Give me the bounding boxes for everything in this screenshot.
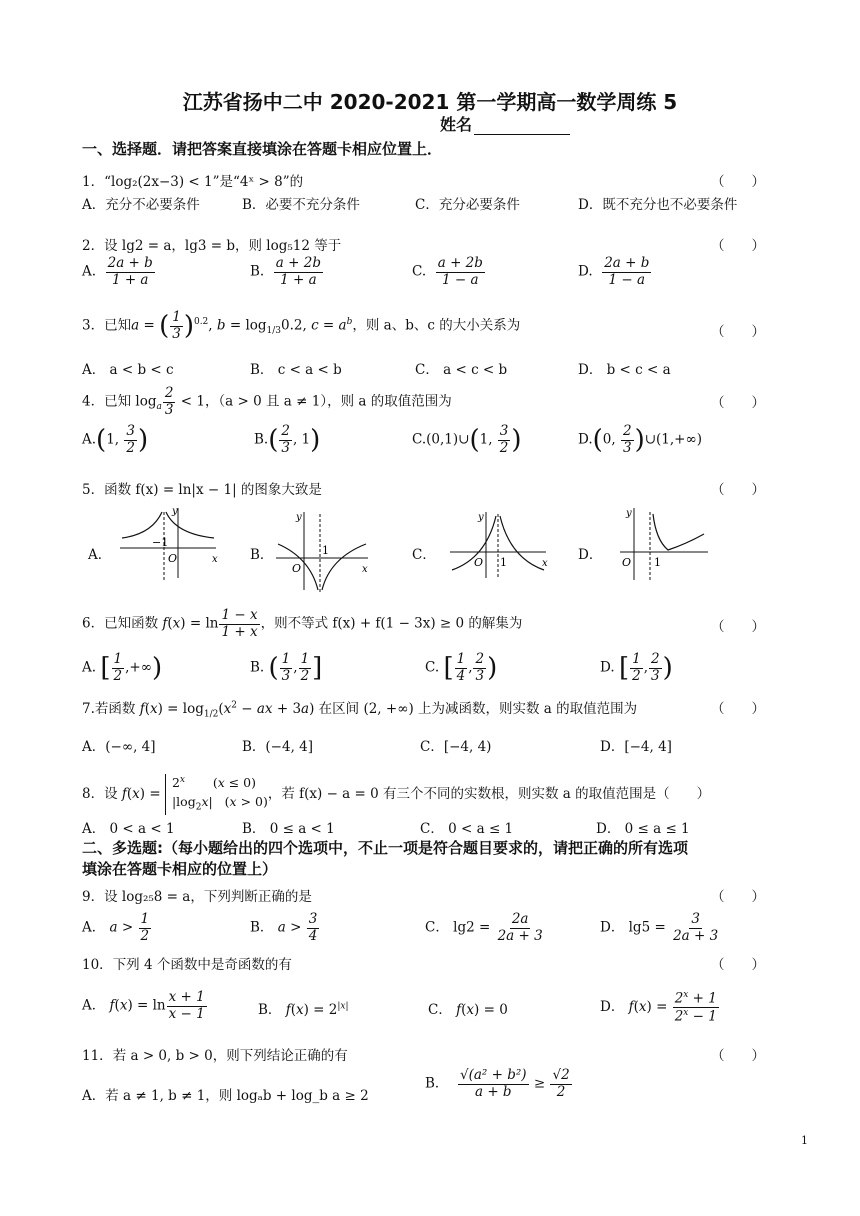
q9-stem: 9．设 log₂₅8 = a，下列判断正确的是 bbox=[82, 889, 312, 905]
section1-heading: 一、选择题．请把答案直接填涂在答题卡相应位置上． bbox=[82, 140, 443, 158]
q4-option-d[interactable]: D.(0, $\frac{2}{3}$ )∪(1,+∞) bbox=[578, 423, 703, 456]
q1-stem: 1．“log₂(2x−3) < 1”是“4ˣ > 8”的 bbox=[82, 174, 304, 190]
svg-text:x: x bbox=[362, 564, 368, 575]
q1-option-c[interactable]: C．充分必要条件 bbox=[415, 197, 520, 213]
q7-stem: 7.若函数 $f(x) = \log_{1/2}(x^2$ − ax + 3a) 在区间 (2, +∞) 上为减函数，则实数 a 的取值范围为 bbox=[82, 700, 638, 720]
q7-option-b[interactable]: B．(−4, 4] bbox=[242, 739, 314, 755]
q7-option-c[interactable]: C．[−4, 4) bbox=[420, 739, 492, 755]
svg-text:y: y bbox=[296, 512, 302, 523]
q11-option-b[interactable]: B． $\frac{\text{√(a² + b²)}}{a + b}$ ≥ $\frac{√2}{2}$ bbox=[425, 1067, 570, 1100]
q5-stem: 5．函数 f(x) = ln|x − 1| 的图象大致是 bbox=[82, 482, 322, 498]
q10-option-c[interactable]: C． f(x) = 0 bbox=[428, 1002, 508, 1018]
q5-option-b[interactable]: B． bbox=[250, 547, 274, 563]
q9-option-b[interactable]: B． a > $\frac{3}{4}$ bbox=[250, 911, 318, 944]
svg-text:y: y bbox=[172, 506, 178, 517]
q3-stem: 3．已知a = ( $\frac{1}{3}$ )$^{0.2}$, $b = \log_{1/3}0.2$, $c = a^b$，则 a、b、c 的大小关系为 bbox=[82, 309, 521, 342]
q8-option-b[interactable]: B． 0 ≤ a < 1 bbox=[242, 821, 335, 837]
q4-stem: 4．已知 $\log_a$ $\frac{2}{3}$ < 1，（a > 0 且 a ≠ 1），则 a 的取值范围为 bbox=[82, 385, 452, 418]
q5-option-d[interactable]: D． bbox=[578, 547, 603, 563]
svg-text:1: 1 bbox=[322, 544, 329, 557]
q10-option-b[interactable]: B． $f(x) = 2^{|x|}$ bbox=[258, 1001, 349, 1018]
q5-answer-paren[interactable]: （ ） bbox=[711, 482, 765, 498]
q8-stem: 8．设 $f(x) = 2^x$ (x ≤ 0) $|\log_2x|$ (x > 0)，若 f(x) − a = 0 有三个不同的实数根，则实数 a 的取值范围是（ ） bbox=[82, 774, 710, 815]
page-number: 1 bbox=[801, 1134, 808, 1147]
q1-option-a[interactable]: A．充分不必要条件 bbox=[82, 197, 200, 213]
q2-option-c[interactable]: C. $\frac{a + 2b}{1 - a}$ bbox=[412, 255, 483, 288]
q4-answer-paren[interactable]: （ ） bbox=[711, 395, 765, 411]
section2-heading-line2: 填涂在答题卡相应的位置上） bbox=[82, 860, 278, 878]
q4-option-c[interactable]: C.(0,1)∪(1, $\frac{3}{2}$ ) bbox=[412, 423, 522, 456]
q3-answer-paren[interactable]: （ ） bbox=[711, 324, 765, 340]
q3-option-c[interactable]: C． a < c < b bbox=[415, 362, 508, 378]
q11-stem: 11．若 a > 0, b > 0，则下列结论正确的有 bbox=[82, 1048, 348, 1064]
q1-option-d[interactable]: D．既不充分也不必要条件 bbox=[578, 197, 738, 213]
q2-option-b[interactable]: B. $\frac{a + 2b}{1 + a}$ bbox=[250, 255, 321, 288]
q6-option-b[interactable]: B. ( $\frac{1}{3}$ , $\frac{1}{2}$ ] bbox=[250, 651, 323, 684]
q5-graph-b[interactable] bbox=[272, 508, 372, 594]
q7-option-d[interactable]: D．[−4, 4] bbox=[600, 739, 672, 755]
svg-text:y: y bbox=[626, 508, 632, 519]
q8-option-d[interactable]: D． 0 ≤ a ≤ 1 bbox=[596, 821, 690, 837]
q6-stem: 6．已知函数 f(x) = ln $\frac{1 - x}{1 + x}$ ，则不等式 f(x) + f(1 − 3x) ≥ 0 的解集为 bbox=[82, 607, 523, 640]
svg-text:1: 1 bbox=[654, 556, 661, 569]
q10-answer-paren[interactable]: （ ） bbox=[711, 957, 765, 973]
q11-answer-paren[interactable]: （ ） bbox=[711, 1048, 765, 1064]
q3-option-a[interactable]: A． a < b < c bbox=[82, 362, 174, 378]
q7-option-a[interactable]: A．(−∞, 4] bbox=[82, 739, 156, 755]
graph-a-neg1: −1 bbox=[152, 536, 169, 549]
svg-text:y: y bbox=[478, 512, 484, 523]
section2-heading-line1: 二、多选题:（每小题给出的四个选项中，不止一项是符合题目要求的，请把正确的所有选项 bbox=[82, 839, 689, 857]
q8-option-a[interactable]: A． 0 < a < 1 bbox=[82, 821, 175, 837]
q1-answer-paren[interactable]: （ ） bbox=[711, 174, 765, 190]
svg-text:x: x bbox=[542, 558, 548, 569]
q5-option-c[interactable]: C． bbox=[412, 547, 436, 563]
svg-text:O: O bbox=[622, 556, 632, 569]
q6-option-a[interactable]: A. [ $\frac{1}{2}$ ,+∞) bbox=[82, 651, 163, 684]
q4-option-b[interactable]: B.( $\frac{2}{3}$ , 1) bbox=[254, 423, 321, 456]
q5-graph-c[interactable] bbox=[446, 508, 550, 580]
svg-text:x: x bbox=[212, 554, 218, 565]
q9-answer-paren[interactable]: （ ） bbox=[711, 889, 765, 905]
q3-option-d[interactable]: D． b < c < a bbox=[578, 362, 671, 378]
q4-option-a[interactable]: A.(1, $\frac{3}{2}$ ) bbox=[82, 423, 149, 456]
name-blank[interactable] bbox=[474, 120, 570, 135]
q2-stem: 2．设 lg2 = a，lg3 = b，则 log₅12 等于 bbox=[82, 238, 342, 254]
q2-answer-paren[interactable]: （ ） bbox=[711, 238, 765, 254]
q6-answer-paren[interactable]: （ ） bbox=[711, 619, 765, 635]
svg-text:O: O bbox=[474, 556, 484, 569]
q5-option-a[interactable]: A． bbox=[88, 547, 112, 563]
svg-text:O: O bbox=[168, 552, 178, 565]
q6-option-c[interactable]: C. [ $\frac{1}{4}$ , $\frac{2}{3}$ ) bbox=[425, 651, 498, 684]
svg-text:O: O bbox=[292, 562, 302, 575]
q1-option-b[interactable]: B．必要不充分条件 bbox=[242, 197, 360, 213]
q11-option-a[interactable]: A．若 a ≠ 1, b ≠ 1，则 logₐb + log_b a ≥ 2 bbox=[82, 1088, 369, 1104]
q9-option-a[interactable]: A． a > $\frac{1}{2}$ bbox=[82, 911, 150, 944]
q10-option-d[interactable]: D． f(x) = $\frac{2^x + 1}{2^x - 1}$ bbox=[600, 990, 717, 1025]
q7-answer-paren[interactable]: （ ） bbox=[711, 701, 765, 717]
q9-option-c[interactable]: C． lg2 = $\frac{2a}{2a + 3}$ bbox=[425, 911, 543, 944]
q8-option-c[interactable]: C． 0 < a ≤ 1 bbox=[420, 821, 514, 837]
page-title: 江苏省扬中二中 2020-2021 第一学期高一数学周练 5 bbox=[182, 90, 678, 114]
q6-option-d[interactable]: D. [ $\frac{1}{2}$ , $\frac{2}{3}$ ) bbox=[600, 651, 673, 684]
q5-graph-a[interactable] bbox=[116, 504, 220, 582]
name-field bbox=[440, 112, 570, 135]
q10-stem: 10．下列 4 个函数中是奇函数的有 bbox=[82, 957, 292, 973]
q2-option-d[interactable]: D. $\frac{2a + b}{1 - a}$ bbox=[578, 255, 650, 288]
name-label: 姓名 bbox=[440, 115, 473, 134]
q5-graph-d[interactable] bbox=[616, 504, 712, 582]
q3-option-b[interactable]: B． c < a < b bbox=[250, 362, 342, 378]
svg-text:1: 1 bbox=[500, 556, 507, 569]
q10-option-a[interactable]: A． f(x) = ln $\frac{x + 1}{x - 1}$ bbox=[82, 989, 205, 1022]
q2-option-a[interactable]: A. $\frac{2a + b}{1 + a}$ bbox=[82, 255, 153, 288]
q9-option-d[interactable]: D． lg5 = $\frac{3}{2a + 3}$ bbox=[600, 911, 719, 944]
